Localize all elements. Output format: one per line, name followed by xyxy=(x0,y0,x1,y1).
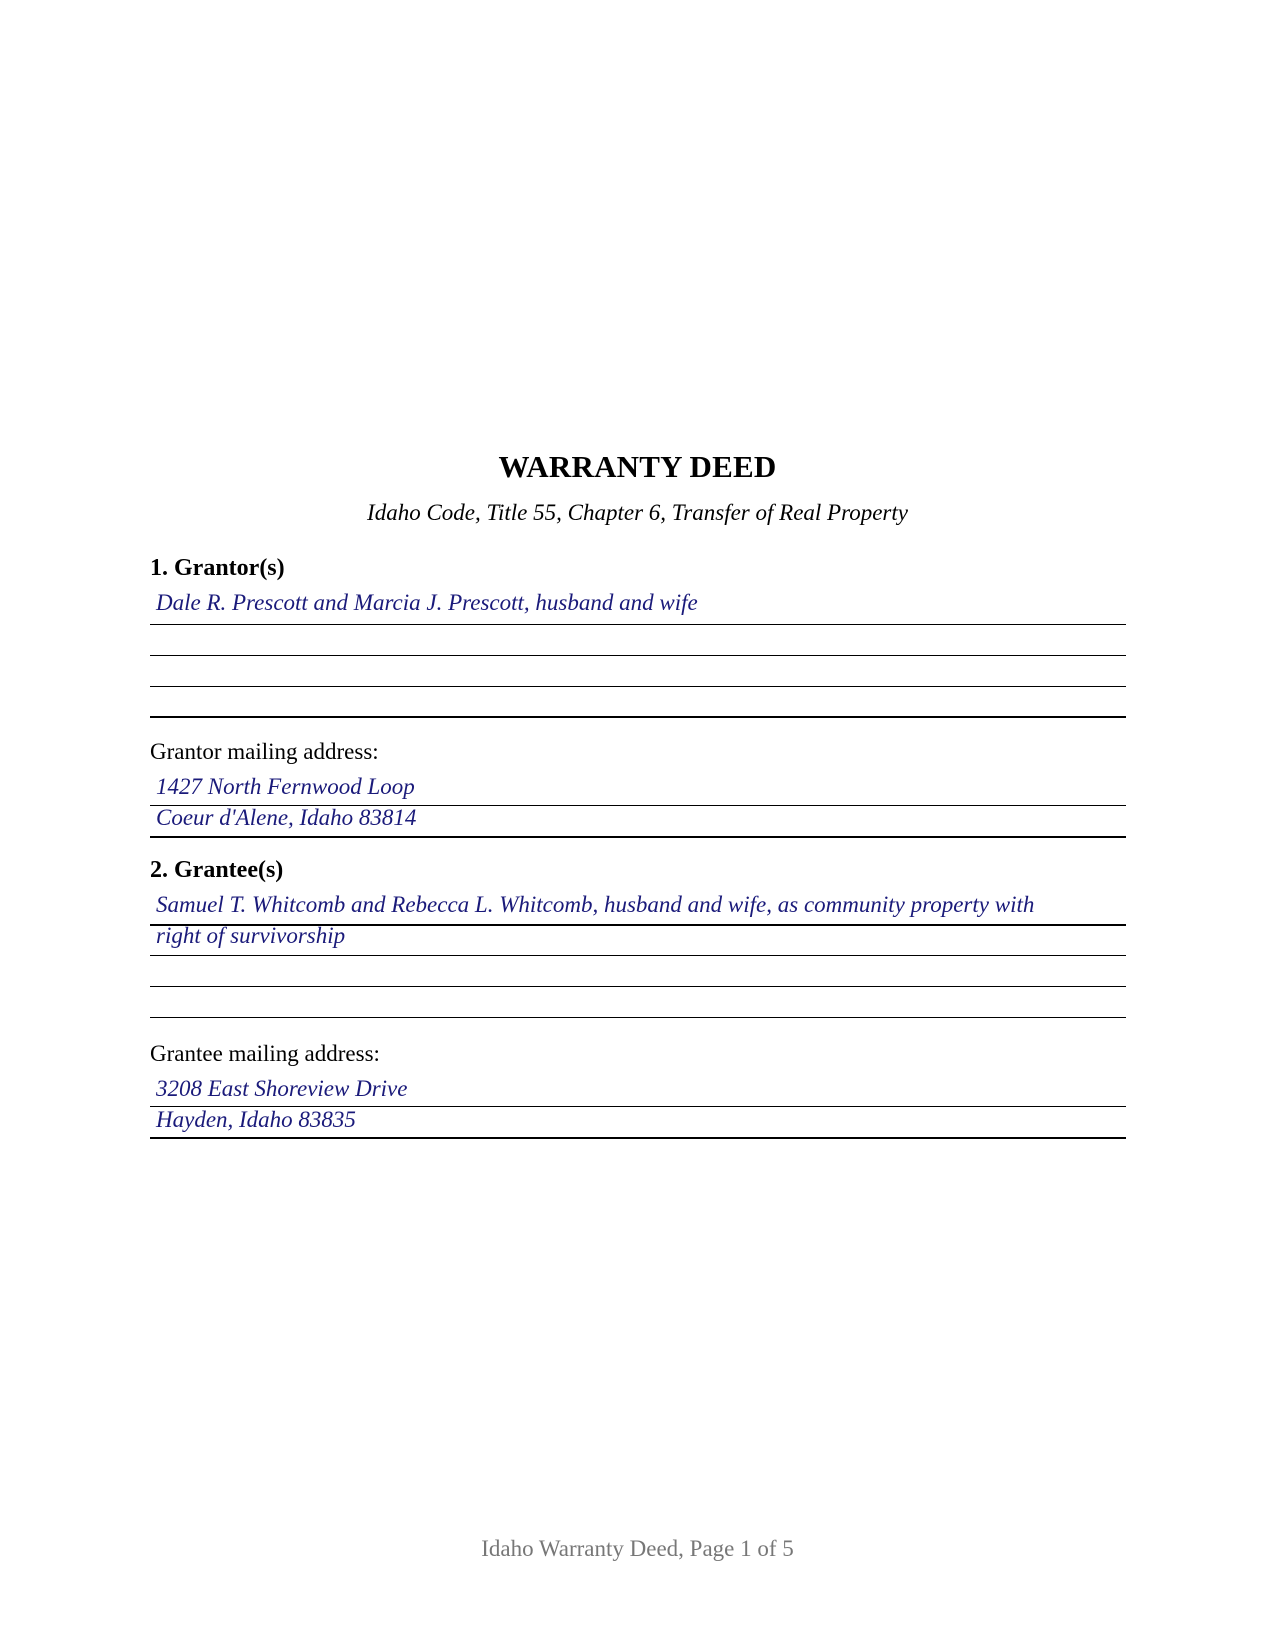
grantor-name-rule-4 xyxy=(150,716,1126,718)
grantee-address-rule-2 xyxy=(150,1137,1126,1139)
grantor-name-rule-1 xyxy=(150,624,1126,625)
grantee-address-line-2[interactable]: Hayden, Idaho 83835 xyxy=(156,1107,356,1132)
grantee-name-line-2[interactable]: right of survivorship xyxy=(156,923,346,948)
grantor-name-rule-2 xyxy=(150,655,1126,656)
grantor-address-line-1[interactable]: 1427 North Fernwood Loop xyxy=(156,774,415,799)
grantee-name-line-1[interactable]: Samuel T. Whitcomb and Rebecca L. Whitcomb, husband and wife, as community property with xyxy=(156,892,1035,917)
grantee-address-label: Grantee mailing address: xyxy=(150,1041,380,1066)
grantor-address-rule-2 xyxy=(150,836,1126,838)
grantee-name-rule-2 xyxy=(150,955,1126,956)
grantee-address-line-1[interactable]: 3208 East Shoreview Drive xyxy=(156,1076,408,1101)
document-title: WARRANTY DEED xyxy=(498,449,777,484)
grantee-heading: 2. Grantee(s) xyxy=(150,857,284,883)
document-subtitle: Idaho Code, Title 55, Chapter 6, Transfer of Real Property xyxy=(367,500,908,525)
grantor-address-label: Grantor mailing address: xyxy=(150,739,379,764)
grantor-name-rule-3 xyxy=(150,686,1126,687)
grantor-name-line-1[interactable]: Dale R. Prescott and Marcia J. Prescott, husband and wife xyxy=(156,590,698,615)
page-footer: Idaho Warranty Deed, Page 1 of 5 xyxy=(481,1536,794,1561)
grantor-heading: 1. Grantor(s) xyxy=(150,555,285,581)
grantee-name-rule-4 xyxy=(150,1017,1126,1018)
grantee-name-rule-3 xyxy=(150,986,1126,987)
grantor-address-line-2[interactable]: Coeur d'Alene, Idaho 83814 xyxy=(156,805,417,830)
